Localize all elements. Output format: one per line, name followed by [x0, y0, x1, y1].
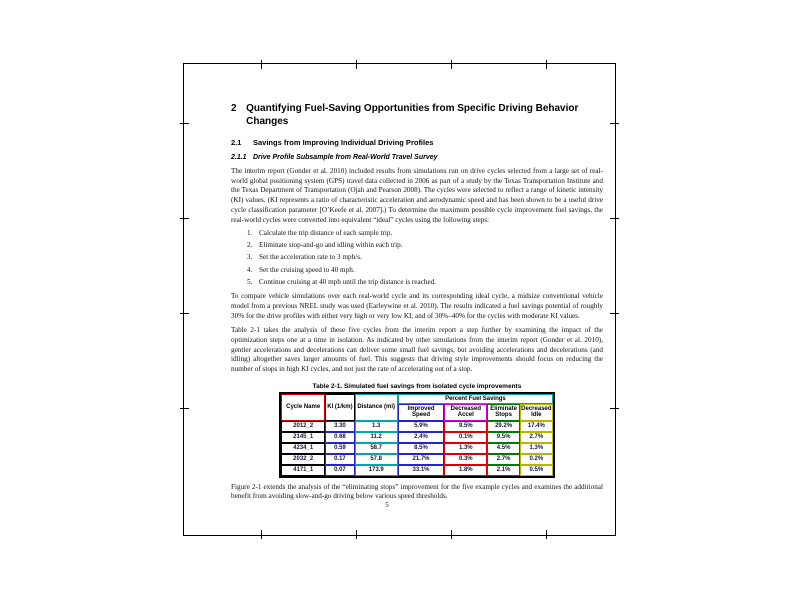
list-item-text: Eliminate stop-and-go and idling within each trip. [259, 241, 403, 250]
cell-stops: 9.5% [487, 432, 519, 443]
list-item-text: Continue cruising at 40 mph until the trip distance is reached. [259, 277, 437, 286]
subsection-heading [231, 138, 603, 147]
cell-idle: 0.5% [520, 465, 553, 476]
cell-ki: 0.59 [325, 443, 354, 454]
ruler-tick [180, 218, 189, 219]
list-item-text: Calculate the trip distance of each sample trip. [259, 229, 393, 238]
subsubsection-title: Drive Profile Subsample from Real-World Travel Survey [253, 154, 438, 161]
ruler-tick [180, 123, 189, 124]
list-item [247, 278, 603, 288]
table-row [281, 465, 553, 476]
cell-stops: 2.7% [487, 454, 519, 465]
column-header-decreased-idle: Decreased Idle [520, 404, 553, 421]
table-row [281, 443, 553, 454]
ruler-tick [610, 218, 619, 219]
list-item-number: 2. [247, 241, 253, 250]
cell-idle: 2.7% [520, 432, 553, 443]
cell-speed: 5.9% [398, 421, 444, 432]
ruler-tick [610, 408, 619, 409]
column-header-cycle: Cycle Name [281, 394, 325, 421]
paragraph-intro: The interim report (Gonder et al. 2010) included results from simulations run on drive cycles selected from a large set of real-world global positioning system (GPS) travel data collected in 2006 as part of a study by the Texas Transportation Institute and the Texas Department of Transportation (Ojah and Pearson 2008). The cycles were selected to reflect a range of kinetic intensity (KI) values. (KI represents a ratio of characteristic acceleration and aerodynamic speed and has been shown to be a useful drive cycle classification parameter [O’Keefe et al. 2007].) To determine the maximum possible cycle improvement fuel savings, the real-world cycles were converted into equivalent “ideal” cycles using the following steps: [231, 167, 603, 224]
ruler-tick [180, 408, 189, 409]
list-item [247, 266, 603, 276]
section-number: 2 [231, 103, 237, 114]
cell-accel: 0.3% [444, 454, 487, 465]
ruler-tick [356, 530, 357, 539]
column-header-group: Percent Fuel Savings [398, 394, 553, 404]
table-caption: Table 2-1. Simulated fuel savings from isolated cycle improvements [312, 382, 522, 390]
subsubsection-heading [231, 153, 603, 162]
subsection-title: Savings from Improving Individual Driving Profiles [253, 138, 434, 147]
cell-speed: 2.4% [398, 432, 444, 443]
cell-speed: 33.1% [398, 465, 444, 476]
document-page [183, 63, 616, 536]
cell-cycle: 2012_2 [281, 421, 325, 432]
numbered-list [247, 229, 603, 287]
table-row [281, 454, 553, 465]
subsection-number: 2.1 [231, 138, 242, 147]
paragraph-table-discussion: Table 2-1 takes the analysis of these five cycles from the interim report a step further by examining the impact of the optimization steps one at a time in isolation. As indicated by other simulations from the interim report (Gonder et al. 2010), gentler accelerations and decelerations can deliver some small fuel savings, but avoiding accelerations and decelerations (and idling) altogether saves larger amounts of fuel. This suggests that driving style improvements should focus on reducing the number of stops in high KI cycles, and not just the rate of accelerating out of a stop. [231, 326, 603, 374]
list-item [247, 253, 603, 263]
column-header-eliminate-stops: Eliminate Stops [487, 404, 519, 421]
cell-idle: 17.4% [520, 421, 553, 432]
cell-ki: 0.07 [325, 465, 354, 476]
ruler-tick [261, 60, 262, 69]
results-table [279, 392, 555, 478]
ruler-tick [451, 530, 452, 539]
ruler-tick [356, 60, 357, 69]
section-heading [231, 102, 603, 128]
ruler-tick [261, 530, 262, 539]
cell-accel: 9.5% [444, 421, 487, 432]
cell-accel: 1.3% [444, 443, 487, 454]
list-item-text: Set the cruising speed to 40 mph. [259, 265, 355, 274]
cell-stops: 2.1% [487, 465, 519, 476]
list-item-text: Set the acceleration rate to 3 mph/s. [259, 253, 362, 262]
cell-accel: 0.1% [444, 432, 487, 443]
list-item [247, 241, 603, 251]
column-header-improved-speed: Improved Speed [398, 404, 444, 421]
table-row [281, 432, 553, 443]
cell-cycle: 4171_1 [281, 465, 325, 476]
ruler-tick [610, 313, 619, 314]
page-number: 5 [385, 501, 389, 509]
section-title: Quantifying Fuel-Saving Opportunities from Specific Driving Behavior Changes [246, 103, 579, 127]
cell-ki: 0.68 [325, 432, 354, 443]
cell-idle: 0.2% [520, 454, 553, 465]
cell-cycle: 4234_1 [281, 443, 325, 454]
cell-speed: 21.7% [398, 454, 444, 465]
list-item-number: 4. [247, 265, 253, 274]
list-item [247, 229, 603, 239]
subsubsection-number: 2.1.1 [231, 154, 247, 161]
ruler-tick [546, 60, 547, 69]
paragraph-comparison: To compare vehicle simulations over each real-world cycle and its corresponding ideal cycle, a midsize conventional vehicle model from a previous NREL study was used (Earleywine et al. 2010). The results indicated a fuel savings potential of roughly 30% for the drive profiles with either very high or very low KI, and of 30%–40% for the cycles with moderate KI values. [231, 292, 603, 320]
cell-accel: 1.8% [444, 465, 487, 476]
cell-cycle: 2032_2 [281, 454, 325, 465]
cell-idle: 1.3% [520, 443, 553, 454]
cell-ki: 0.17 [325, 454, 354, 465]
cell-distance: 1.3 [355, 421, 398, 432]
list-item-number: 3. [247, 253, 253, 262]
cell-distance: 58.7 [355, 443, 398, 454]
list-item-number: 5. [247, 277, 253, 286]
cell-ki: 3.30 [325, 421, 354, 432]
column-header-ki: KI (1/km) [325, 394, 354, 421]
cell-stops: 29.2% [487, 421, 519, 432]
cell-speed: 8.5% [398, 443, 444, 454]
ruler-tick [451, 60, 452, 69]
ruler-tick [180, 313, 189, 314]
column-header-decreased-accel: Decreased Accel [444, 404, 487, 421]
cell-distance: 11.2 [355, 432, 398, 443]
paragraph-figure-reference: Figure 2-1 extends the analysis of the “eliminating stops” improvement for the five example cycles and examines the additional benefit from avoiding slow-and-go driving below various speed thresholds. [231, 482, 603, 501]
list-item-number: 1. [247, 229, 253, 238]
cell-distance: 57.8 [355, 454, 398, 465]
ruler-tick [610, 123, 619, 124]
page-content [231, 102, 603, 502]
cell-cycle: 2145_1 [281, 432, 325, 443]
table-row [281, 421, 553, 432]
cell-distance: 173.9 [355, 465, 398, 476]
ruler-tick [546, 530, 547, 539]
column-header-distance: Distance (mi) [355, 394, 398, 421]
cell-stops: 4.5% [487, 443, 519, 454]
